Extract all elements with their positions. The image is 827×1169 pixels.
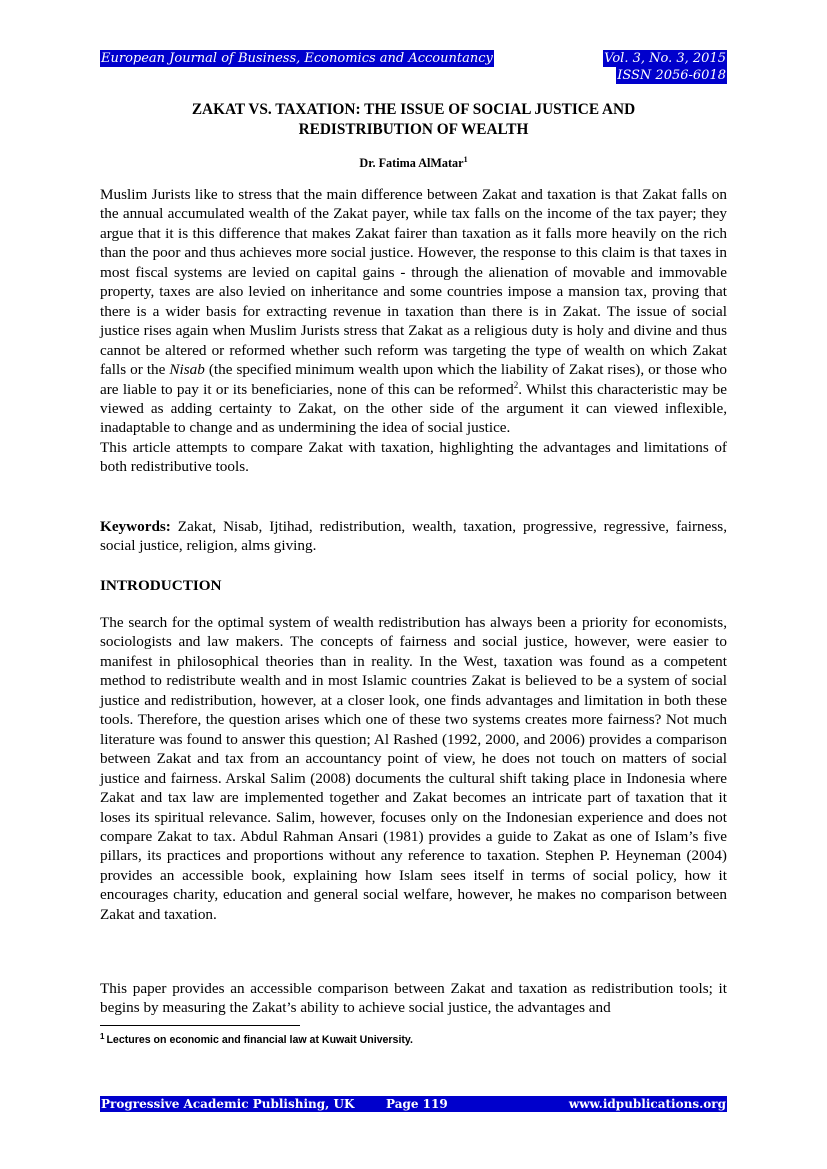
abstract-text-c: . Whilst this characteristic may be viewed as adding certainty to Zakat, on the other side of the argument it can viewed inflexible, inadaptable to change and as undermining the idea of social justice. (100, 380, 728, 437)
footer-page-number: Page 119 (386, 1097, 448, 1111)
author-line (100, 155, 727, 171)
author-name: Dr. Fatima AlMatar (359, 156, 464, 170)
abstract (100, 185, 727, 477)
keywords-label: Keywords: (100, 518, 171, 535)
footer-publisher: Progressive Academic Publishing, UK (101, 1097, 355, 1111)
abstract-paragraph-2: This article attempts to compare Zakat with taxation, highlighting the advantages and limitations of both redistributive tools. (100, 438, 727, 476)
volume-issue: Vol. 3, No. 3, 2015 (604, 51, 726, 66)
footnote-divider (100, 1025, 300, 1026)
paper-title (100, 100, 727, 140)
title-line-2: REDISTRIBUTION OF WEALTH (298, 121, 529, 138)
keywords-list: Zakat, Nisab, Ijtihad, redistribution, wealth, taxation, progressive, regressive, fairness, social justice, religion, alms giving. (100, 518, 727, 555)
title-line-1: ZAKAT VS. TAXATION: THE ISSUE OF SOCIAL JUSTICE AND (191, 101, 636, 118)
abstract-text-b: (the specified minimum wealth upon which the liability of Zakat rises), or those who are liable to pay it or its beneficiaries, none of this can be reformed (100, 361, 727, 398)
footnote-text: Lectures on economic and financial law at Kuwait University. (106, 1034, 413, 1046)
keywords (100, 517, 727, 556)
page-footer (100, 1096, 727, 1112)
issn: ISSN 2056-6018 (617, 68, 726, 83)
intro-paragraph-1-text: The search for the optimal system of wealth redistribution has always been a priority for economists, sociologists and law makers. The concepts of fairness and social justice, however, were easier to manifest in philosophical theories than in reality. In the West, taxation was found as a competent method to redistribute wealth and in most Islamic countries Zakat is believed to be a system of social justice and redistribution, however, at a closer look, one finds advantages and limitation in both these tools. Therefore, the question arises which one of these two systems creates more fairness? Not much literature was found to answer this question; Al Rashed (1992, 2000, and 2006) provides a comparison between Zakat and tax from an accountancy point of view, he does not touch on matters of social justice and fairness. Arskal Salim (2008) documents the cultural shift taking place in Indonesia where Zakat and tax law are implemented together and Zakat becomes an intricate part of taxation that it loses its spiritual relevance. Salim, however, focuses only on the Indonesian experience and does not compare Zakat to tax. Abdul Rahman Ansari (1981) provides a guide to Zakat as one of Islam’s five pillars, its practices and proportions without any reference to taxation. Stephen P. Heyneman (2004) provides an accessible book, explaining how Islam sees itself in terms of social policy, how it encourages charity, education and general social welfare, however, he makes no comparison between Zakat and taxation. (100, 614, 727, 923)
footnote (100, 1033, 413, 1047)
intro-paragraph-1 (100, 613, 727, 924)
volume-info (603, 50, 727, 84)
footer-url[interactable]: www.idpublications.org (568, 1097, 726, 1111)
author-footnote-mark: 1 (463, 155, 468, 164)
footnote-mark: 1 (100, 1032, 105, 1041)
intro-paragraph-2-text: This paper provides an accessible comparison between Zakat and taxation as redistribution tools; it begins by measuring the Zakat’s ability to achieve social justice, the advantages and (100, 980, 727, 1017)
abstract-italic-term: Nisab (169, 361, 205, 379)
abstract-footnote-mark: 2 (513, 379, 519, 390)
abstract-paragraph-1 (100, 185, 727, 438)
intro-paragraph-2 (100, 979, 727, 1018)
abstract-text-a: Muslim Jurists like to stress that the main difference between Zakat and taxation is that Zakat falls on the annual accumulated wealth of the Zakat payer, while tax falls on the income of the tax payer; they argue that it is this difference that makes Zakat fairer than taxation as it falls more heavily on the rich than the poor and thus achieves more social justice. However, the response to this claim is that taxes in most fiscal systems are levied on capital gains - through the alienation of movable and immovable property, taxes are also levied on inheritance and some countries impose a mansion tax, proving that there is a wider basis for extracting revenue in taxation than there is in Zakat. The issue of social justice rises again when Muslim Jurists stress that Zakat as a religious duty is holy and divine and thus cannot be altered or reformed whether such reform was targeting the type of wealth on which Zakat falls or the (100, 186, 727, 379)
section-heading-introduction: INTRODUCTION (100, 577, 222, 594)
journal-name: European Journal of Business, Economics and Accountancy (101, 51, 493, 66)
